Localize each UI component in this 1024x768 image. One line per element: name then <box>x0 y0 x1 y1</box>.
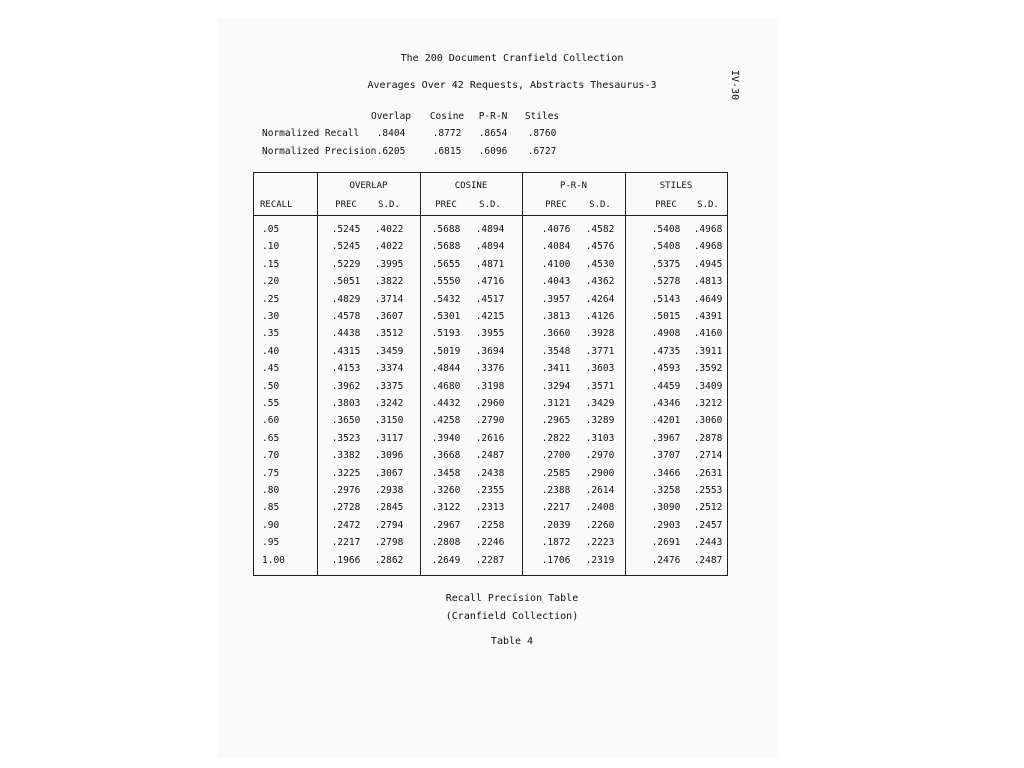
summary-header-overlap: Overlap <box>370 111 412 122</box>
table-cell: .5550 <box>431 276 461 288</box>
table-divider <box>317 173 318 575</box>
sd-subheader: S.D. <box>378 200 400 210</box>
recall-level: .70 <box>262 450 280 462</box>
table-cell: .5278 <box>651 276 681 288</box>
table-cell: .2714 <box>693 450 723 462</box>
recall-level: .40 <box>262 345 280 357</box>
table-cell: .5432 <box>431 293 461 305</box>
table-cell: .4346 <box>651 398 681 409</box>
recall-level: .65 <box>262 432 280 444</box>
table-cell: .3258 <box>651 485 681 496</box>
table-cell: .4593 <box>651 363 681 375</box>
table-cell: .4968 <box>693 241 723 253</box>
table-cell: .2039 <box>541 519 571 531</box>
table-cell: .2798 <box>374 537 404 549</box>
table-cell: .3813 <box>541 311 571 322</box>
table-cell: .3212 <box>693 398 723 409</box>
recall-level: 1.00 <box>262 554 285 566</box>
table-cell: .2260 <box>585 519 615 531</box>
table-cell: .4908 <box>651 328 681 340</box>
table-cell: .4432 <box>431 398 461 409</box>
table-cell: .4871 <box>475 258 505 270</box>
recall-level: .80 <box>262 485 280 496</box>
summary-value: .6727 <box>527 146 557 157</box>
table-cell: .2487 <box>693 554 723 566</box>
table-cell: .5301 <box>431 311 461 322</box>
table-cell: .4084 <box>541 241 571 253</box>
table-cell: .3940 <box>431 432 461 444</box>
table-cell: .2476 <box>651 554 681 566</box>
table-cell: .4043 <box>541 276 571 288</box>
table-cell: .2355 <box>475 485 505 496</box>
table-cell: .2512 <box>693 502 723 514</box>
table-cell: .5051 <box>331 276 361 288</box>
table-cell: .4391 <box>693 311 723 322</box>
table-cell: .3592 <box>693 363 723 375</box>
table-cell: .5143 <box>651 293 681 305</box>
table-cell: .2965 <box>541 415 571 427</box>
table-divider <box>522 173 523 575</box>
table-cell: .2614 <box>585 485 615 496</box>
table-cell: .2728 <box>331 502 361 514</box>
table-cell: .2631 <box>693 467 723 479</box>
group-header-cosine: COSINE <box>454 181 488 191</box>
prec-subheader: PREC <box>335 200 357 210</box>
recall-precision-table <box>253 172 728 576</box>
table-cell: .2287 <box>475 554 505 566</box>
table-cell: .2313 <box>475 502 505 514</box>
table-cell: .3911 <box>693 345 723 357</box>
document-title: The 200 Document Cranfield Collection <box>400 53 624 64</box>
table-cell: .3967 <box>651 432 681 444</box>
table-cell: .3260 <box>431 485 461 496</box>
table-cell: .2616 <box>475 432 505 444</box>
table-cell: .4844 <box>431 363 461 375</box>
recall-level: .15 <box>262 258 280 270</box>
table-cell: .3198 <box>475 380 505 392</box>
table-cell: .2258 <box>475 519 505 531</box>
table-cell: .2700 <box>541 450 571 462</box>
table-cell: .3411 <box>541 363 571 375</box>
table-cell: .2319 <box>585 554 615 566</box>
table-cell: .2246 <box>475 537 505 549</box>
table-cell: .4735 <box>651 345 681 357</box>
caption-line-2: (Cranfield Collection) <box>445 611 579 622</box>
recall-level: .85 <box>262 502 280 514</box>
table-cell: .4894 <box>475 224 505 235</box>
summary-value: .6096 <box>478 146 508 157</box>
caption-line-1: Recall Precision Table <box>445 593 579 604</box>
table-cell: .2960 <box>475 398 505 409</box>
table-cell: .2217 <box>331 537 361 549</box>
table-cell: .3694 <box>475 345 505 357</box>
table-cell: .3090 <box>651 502 681 514</box>
summary-header-prn: P-R-N <box>478 111 508 122</box>
recall-level: .75 <box>262 467 280 479</box>
table-cell: .2976 <box>331 485 361 496</box>
table-divider <box>625 173 626 575</box>
table-cell: .2903 <box>651 519 681 531</box>
table-cell: .3150 <box>374 415 404 427</box>
table-cell: .4076 <box>541 224 571 235</box>
table-cell: .3660 <box>541 328 571 340</box>
summary-label-precision: Normalized Precision <box>262 146 377 157</box>
table-cell: .3122 <box>431 502 461 514</box>
table-cell: .3117 <box>374 432 404 444</box>
table-cell: .3962 <box>331 380 361 392</box>
prec-subheader: PREC <box>435 200 457 210</box>
table-cell: .2585 <box>541 467 571 479</box>
table-cell: .5408 <box>651 241 681 253</box>
table-cell: .3103 <box>585 432 615 444</box>
table-cell: .3376 <box>475 363 505 375</box>
table-cell: .5015 <box>651 311 681 322</box>
table-cell: .4829 <box>331 293 361 305</box>
table-cell: .4894 <box>475 241 505 253</box>
table-cell: .3995 <box>374 258 404 270</box>
recall-level: .55 <box>262 398 280 409</box>
table-cell: .4576 <box>585 241 615 253</box>
recall-level: .90 <box>262 519 280 531</box>
table-cell: .4517 <box>475 293 505 305</box>
table-cell: .3771 <box>585 345 615 357</box>
table-cell: .3707 <box>651 450 681 462</box>
recall-level: .35 <box>262 328 280 340</box>
summary-header-cosine: Cosine <box>429 111 465 122</box>
recall-level: .60 <box>262 415 280 427</box>
summary-value: .8404 <box>376 128 406 139</box>
table-cell: .3294 <box>541 380 571 392</box>
table-cell: .3548 <box>541 345 571 357</box>
table-cell: .3382 <box>331 450 361 462</box>
table-cell: .3060 <box>693 415 723 427</box>
table-cell: .2862 <box>374 554 404 566</box>
table-cell: .4153 <box>331 363 361 375</box>
recall-level: .25 <box>262 293 280 305</box>
table-cell: .3409 <box>693 380 723 392</box>
table-cell: .2487 <box>475 450 505 462</box>
summary-value: .6205 <box>376 146 406 157</box>
table-cell: .4160 <box>693 328 723 340</box>
table-cell: .3225 <box>331 467 361 479</box>
table-cell: .2808 <box>431 537 461 549</box>
table-cell: .2691 <box>651 537 681 549</box>
table-cell: .2443 <box>693 537 723 549</box>
table-cell: .4578 <box>331 311 361 322</box>
recall-level: .95 <box>262 537 280 549</box>
sd-subheader: S.D. <box>589 200 611 210</box>
table-cell: .2822 <box>541 432 571 444</box>
recall-column-header: RECALL <box>260 200 293 210</box>
table-cell: .3459 <box>374 345 404 357</box>
table-label: Table 4 <box>490 636 534 647</box>
table-cell: .3603 <box>585 363 615 375</box>
table-cell: .2970 <box>585 450 615 462</box>
table-cell: .3650 <box>331 415 361 427</box>
table-cell: .5655 <box>431 258 461 270</box>
table-cell: .4680 <box>431 380 461 392</box>
summary-value: .8654 <box>478 128 508 139</box>
summary-value: .8760 <box>527 128 557 139</box>
table-cell: .2900 <box>585 467 615 479</box>
table-cell: .3523 <box>331 432 361 444</box>
table-cell: .4649 <box>693 293 723 305</box>
table-cell: .2790 <box>475 415 505 427</box>
table-cell: .1872 <box>541 537 571 549</box>
group-header-overlap: OVERLAP <box>349 181 388 191</box>
table-cell: .5245 <box>331 224 361 235</box>
table-cell: .2457 <box>693 519 723 531</box>
table-cell: .4362 <box>585 276 615 288</box>
table-cell: .4264 <box>585 293 615 305</box>
table-header-divider <box>254 215 727 216</box>
table-cell: .2217 <box>541 502 571 514</box>
table-cell: .2794 <box>374 519 404 531</box>
table-cell: .4530 <box>585 258 615 270</box>
summary-label-recall: Normalized Recall <box>262 128 360 139</box>
table-cell: .5019 <box>431 345 461 357</box>
table-cell: .3571 <box>585 380 615 392</box>
table-cell: .5193 <box>431 328 461 340</box>
table-cell: .4315 <box>331 345 361 357</box>
table-cell: .5245 <box>331 241 361 253</box>
table-cell: .2938 <box>374 485 404 496</box>
table-cell: .4201 <box>651 415 681 427</box>
table-cell: .3242 <box>374 398 404 409</box>
table-cell: .2553 <box>693 485 723 496</box>
table-cell: .3803 <box>331 398 361 409</box>
table-cell: .3822 <box>374 276 404 288</box>
table-cell: .4022 <box>374 241 404 253</box>
recall-level: .30 <box>262 311 280 322</box>
table-cell: .2438 <box>475 467 505 479</box>
table-cell: .1966 <box>331 554 361 566</box>
table-cell: .2649 <box>431 554 461 566</box>
table-cell: .3466 <box>651 467 681 479</box>
table-cell: .3429 <box>585 398 615 409</box>
table-cell: .3096 <box>374 450 404 462</box>
table-cell: .4945 <box>693 258 723 270</box>
table-cell: .3375 <box>374 380 404 392</box>
table-cell: .4258 <box>431 415 461 427</box>
table-cell: .3607 <box>374 311 404 322</box>
document-subtitle: Averages Over 42 Requests, Abstracts Thesaurus-3 <box>367 80 657 91</box>
table-cell: .3067 <box>374 467 404 479</box>
table-cell: .3668 <box>431 450 461 462</box>
prec-subheader: PREC <box>655 200 677 210</box>
recall-level: .05 <box>262 224 280 235</box>
table-divider <box>420 173 421 575</box>
table-cell: .5688 <box>431 224 461 235</box>
summary-header-stiles: Stiles <box>524 111 560 122</box>
group-header-prn: P-R-N <box>559 181 588 191</box>
table-cell: .2845 <box>374 502 404 514</box>
table-cell: .3374 <box>374 363 404 375</box>
table-cell: .4215 <box>475 311 505 322</box>
summary-value: .8772 <box>432 128 462 139</box>
page-number: IV-30 <box>729 70 740 101</box>
table-cell: .3458 <box>431 467 461 479</box>
table-cell: .3512 <box>374 328 404 340</box>
table-cell: .2223 <box>585 537 615 549</box>
table-cell: .3957 <box>541 293 571 305</box>
group-header-stiles: STILES <box>659 181 693 191</box>
table-cell: .3289 <box>585 415 615 427</box>
sd-subheader: S.D. <box>697 200 719 210</box>
sd-subheader: S.D. <box>479 200 501 210</box>
table-cell: .2388 <box>541 485 571 496</box>
table-cell: .3121 <box>541 398 571 409</box>
table-cell: .3955 <box>475 328 505 340</box>
table-cell: .2472 <box>331 519 361 531</box>
table-cell: .4716 <box>475 276 505 288</box>
prec-subheader: PREC <box>545 200 567 210</box>
table-cell: .2878 <box>693 432 723 444</box>
recall-level: .50 <box>262 380 280 392</box>
table-cell: .4582 <box>585 224 615 235</box>
table-cell: .5375 <box>651 258 681 270</box>
table-cell: .4459 <box>651 380 681 392</box>
table-cell: .1706 <box>541 554 571 566</box>
table-cell: .4438 <box>331 328 361 340</box>
table-cell: .5229 <box>331 258 361 270</box>
table-cell: .3714 <box>374 293 404 305</box>
table-cell: .2967 <box>431 519 461 531</box>
table-cell: .4100 <box>541 258 571 270</box>
table-cell: .5688 <box>431 241 461 253</box>
table-cell: .4968 <box>693 224 723 235</box>
table-cell: .4022 <box>374 224 404 235</box>
table-cell: .2408 <box>585 502 615 514</box>
recall-level: .20 <box>262 276 280 288</box>
table-cell: .3928 <box>585 328 615 340</box>
table-cell: .4813 <box>693 276 723 288</box>
recall-level: .45 <box>262 363 280 375</box>
table-cell: .5408 <box>651 224 681 235</box>
summary-value: .6815 <box>432 146 462 157</box>
recall-level: .10 <box>262 241 280 253</box>
table-cell: .4126 <box>585 311 615 322</box>
